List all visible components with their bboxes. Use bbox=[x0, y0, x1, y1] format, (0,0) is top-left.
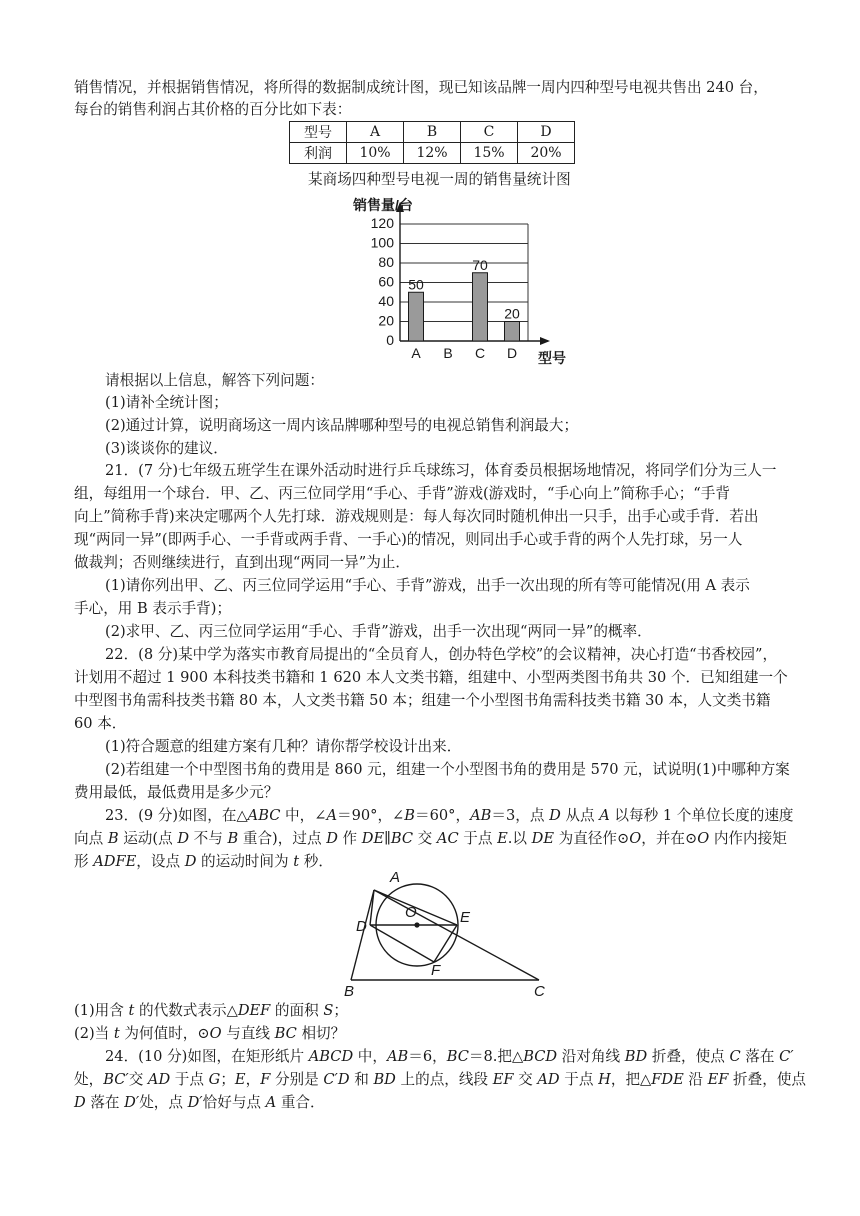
q23-part-1: (1)用含 t 的代数式表示△DEF 的面积 S； bbox=[74, 1002, 348, 1019]
intro-line-1: 销售情况，并根据销售情况，将所得的数据制成统计图，现已知该品牌一周内四种型号电视共售出 240 台， bbox=[74, 79, 768, 96]
q21-line-3: 向上”简称手背)来决定哪两个人先打球．游戏规则是：每人每次同时随机伸出一只手，出手心或手背．若出 bbox=[74, 508, 759, 525]
y-tick-label: 80 bbox=[378, 254, 394, 270]
q22-line-2: 计划用不超过 1 900 本科技类书籍和 1 620 本人文类书籍，组建中、小型两类图书角共 30 个．已知组建一个 bbox=[74, 669, 788, 686]
q21-line-2: 组，每组用一个球台．甲、乙、丙三位同学用“手心、手背”游戏(游戏时，“手心向上”简称手心；“手背 bbox=[74, 485, 730, 502]
y-tick-label: 20 bbox=[378, 312, 394, 329]
table-cell: 10% bbox=[347, 143, 404, 164]
label-o: O bbox=[405, 904, 417, 921]
q20-part-3: (3)谈谈你的建议． bbox=[105, 440, 228, 457]
bar-A bbox=[409, 292, 424, 341]
q21-part-2: (2)求甲、乙、丙三位同学运用“手心、手背”游戏，出手一次出现“两同一异”的概率． bbox=[105, 623, 652, 640]
y-tick-label: 120 bbox=[370, 215, 394, 231]
q22-part-2a: (2)若组建一个中型图书角的费用是 860 元，组建一个小型图书角的费用是 570 元，试说明(1)中哪种方案 bbox=[105, 761, 790, 778]
q20-part-1: (1)请补全统计图； bbox=[105, 394, 228, 411]
q22-line-3: 中型图书角需科技类书籍 80 本，人文类书籍 50 本；组建一个小型图书角需科技类书籍 30 本，人文类书籍 bbox=[74, 692, 771, 709]
label-d: D bbox=[356, 918, 367, 935]
intro-line-2: 每台的销售利润占其价格的百分比如下表： bbox=[74, 101, 352, 118]
data-label-A: 50 bbox=[408, 276, 424, 293]
bar-C bbox=[473, 273, 488, 341]
q21-part-1b: 手心，用 B 表示手背)； bbox=[74, 600, 232, 617]
table-header-profit: 利润 bbox=[290, 143, 347, 164]
label-f: F bbox=[431, 962, 441, 979]
bar-D bbox=[505, 322, 520, 342]
x-axis-arrow bbox=[540, 337, 550, 345]
triangle-circle-figure bbox=[330, 868, 560, 996]
q23-line-2: 向点 B 运动(点 D 不与 B 重合)，过点 D 作 DE∥BC 交 AC 于点 E.以 DE 为直径作⊙O，并在⊙O 内作内接矩 bbox=[74, 830, 787, 847]
data-label-C: 70 bbox=[472, 256, 488, 273]
data-label-D: 20 bbox=[504, 305, 520, 322]
y-tick-label: 100 bbox=[370, 234, 394, 251]
q23-line-3: 形 ADFE，设点 D 的运动时间为 t 秒． bbox=[74, 853, 333, 870]
center-point-o bbox=[414, 922, 419, 927]
q20-lead: 请根据以上信息，解答下列问题： bbox=[105, 372, 324, 389]
q23-line-1: 23．(9 分)如图，在△ABC 中，∠A＝90°，∠B＝60°，AB＝3，点 D 从点 A 以每秒 1 个单位长度的速度 bbox=[105, 807, 794, 824]
table-cell: C bbox=[461, 122, 518, 143]
table-row-profit bbox=[290, 143, 575, 164]
segment-ab bbox=[351, 890, 374, 980]
q24-line-2: 处，BC′交 AD 于点 G；E，F 分别是 C′D 和 BD 上的点，线段 EF 交 AD 于点 H，把△FDE 沿 EF 折叠，使点 bbox=[74, 1071, 807, 1088]
sales-bar-chart bbox=[340, 190, 580, 365]
q24-line-3: D 落在 D′处，点 D′恰好与点 A 重合． bbox=[74, 1094, 325, 1111]
label-a: A bbox=[390, 869, 401, 886]
label-c: C bbox=[534, 983, 545, 996]
q23-part-2: (2)当 t 为何值时，⊙O 与直线 BC 相切？ bbox=[74, 1025, 346, 1042]
q21-line-5: 做裁判；否则继续进行，直到出现“两同一异”为止． bbox=[74, 554, 410, 571]
y-tick-label: 60 bbox=[378, 273, 394, 290]
chart-caption: 某商场四种型号电视一周的销售量统计图 bbox=[308, 171, 571, 188]
x-tick-label-C: C bbox=[474, 345, 486, 361]
q22-line-1: 22．(8 分)某中学为落实市教育局提出的“全员育人，创办特色学校”的会议精神，决心打造“书香校园”， bbox=[105, 646, 778, 663]
y-axis-title: 销售量/台 bbox=[353, 197, 413, 213]
table-cell: A bbox=[347, 122, 404, 143]
x-tick-label-A: A bbox=[411, 345, 421, 361]
y-tick-label: 0 bbox=[386, 332, 394, 348]
q21-line-4: 现“两同一异”(即两手心、一手背或两手背、一手心)的情况，则同出手心或手背的两个人先打球，另一人 bbox=[74, 531, 743, 548]
x-axis-title: 型号 bbox=[538, 350, 566, 365]
table-row-model bbox=[290, 122, 575, 143]
q24-line-1: 24．(10 分)如图，在矩形纸片 ABCD 中，AB＝6，BC＝8.把△BCD 沿对角线 BD 折叠，使点 C 落在 C′ bbox=[105, 1048, 794, 1065]
q20-part-2: (2)通过计算，说明商场这一周内该品牌哪种型号的电视总销售利润最大； bbox=[105, 417, 579, 434]
table-cell: 15% bbox=[461, 143, 518, 164]
profit-table bbox=[289, 121, 575, 164]
x-tick-label-D: D bbox=[506, 345, 518, 361]
table-cell: B bbox=[404, 122, 461, 143]
label-b: B bbox=[344, 983, 355, 996]
table-cell: 12% bbox=[404, 143, 461, 164]
q22-part-2b: 费用最低，最低费用是多少元？ bbox=[74, 784, 279, 801]
table-header-model: 型号 bbox=[290, 122, 347, 143]
segment-df bbox=[370, 925, 434, 962]
table-cell: D bbox=[518, 122, 575, 143]
y-tick-label: 40 bbox=[378, 293, 394, 309]
q22-part-1: (1)符合题意的组建方案有几种？请你帮学校设计出来． bbox=[105, 738, 462, 755]
q22-line-4: 60 本． bbox=[74, 715, 127, 732]
table-cell: 20% bbox=[518, 143, 575, 164]
label-e: E bbox=[460, 909, 471, 926]
q21-part-1a: (1)请你列出甲、乙、丙三位同学运用“手心、手背”游戏，出手一次出现的所有等可能情况(用 A 表示 bbox=[105, 577, 750, 594]
q21-line-1: 21．(7 分)七年级五班学生在课外活动时进行乒乓球练习，体育委员根据场地情况，将同学们分为三人一 bbox=[105, 462, 777, 479]
x-tick-label-B: B bbox=[443, 345, 453, 361]
